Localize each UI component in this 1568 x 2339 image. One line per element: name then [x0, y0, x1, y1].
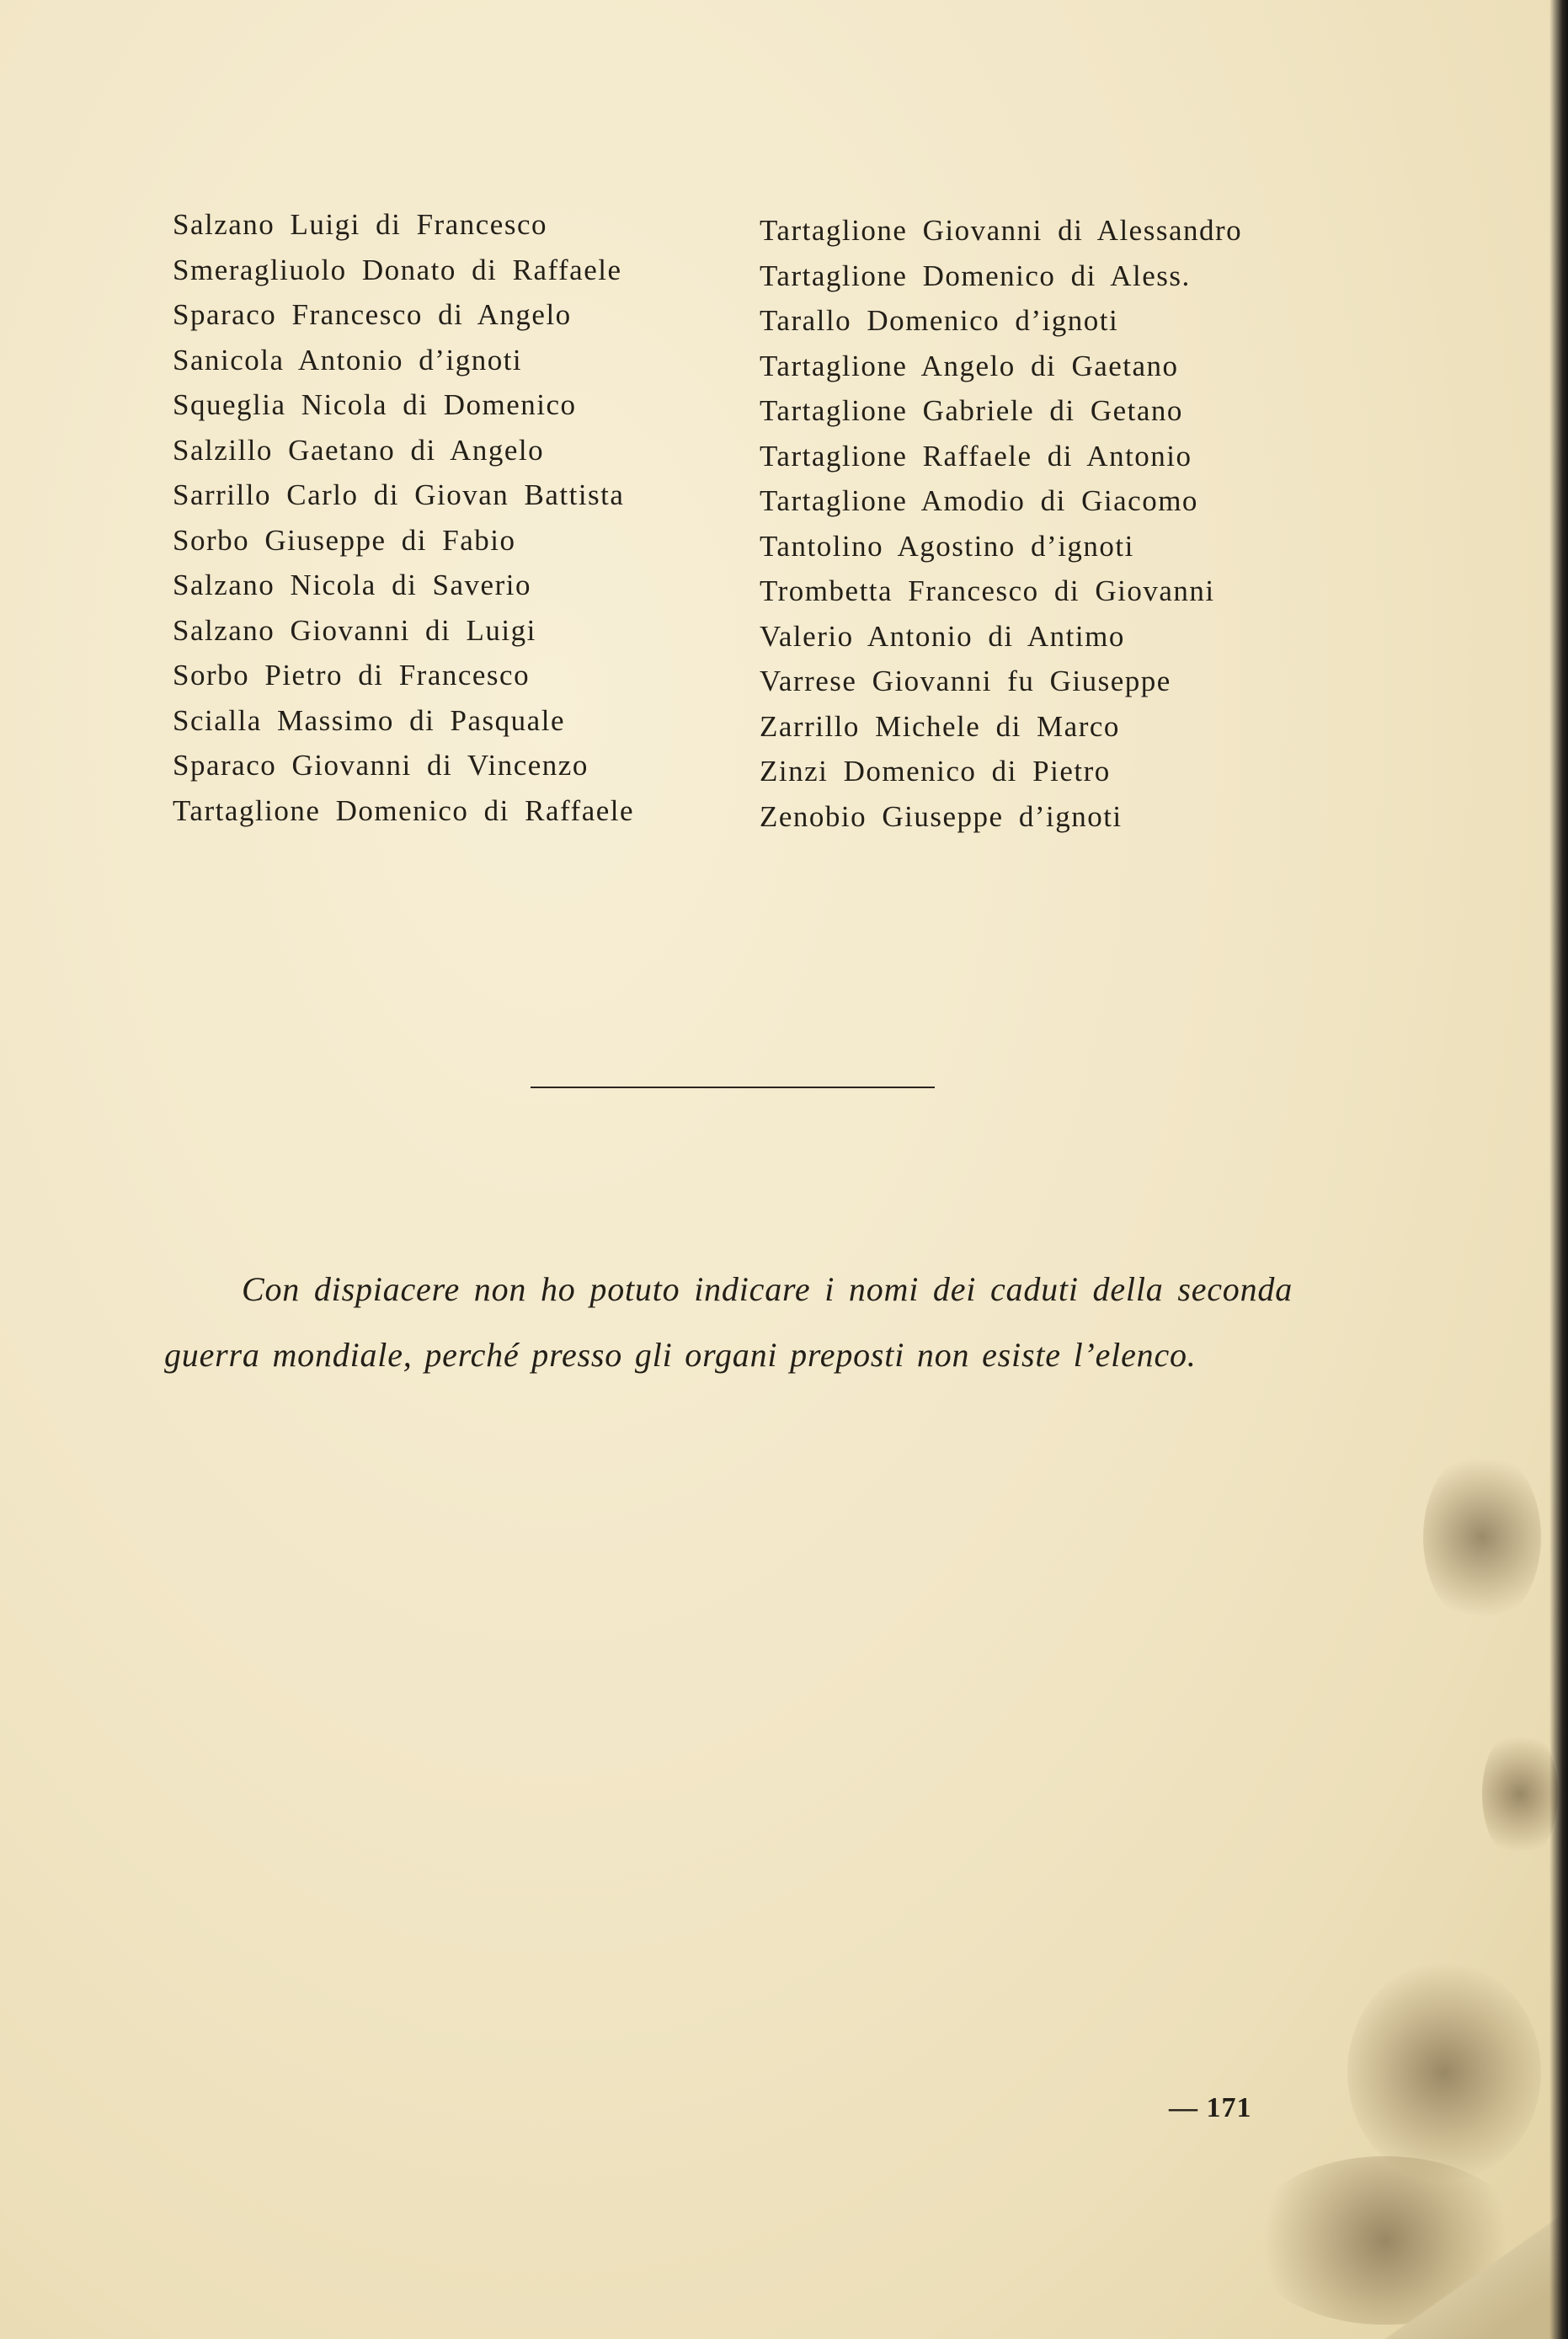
name-entry: Sorbo Giuseppe di Fabio	[173, 523, 516, 557]
age-stain	[1423, 1449, 1541, 1626]
name-entry: Salzillo Gaetano di Angelo	[173, 433, 545, 467]
name-entry: Varrese Giovanni fu Giuseppe	[760, 665, 1171, 697]
name-entry: Salzano Giovanni di Luigi	[173, 613, 536, 647]
name-entry: Zenobio Giuseppe d’ignoti	[760, 799, 1123, 833]
name-entry: Zinzi Domenico di Pietro	[760, 755, 1111, 788]
names-column-left	[173, 202, 634, 833]
name-entry: Tartaglione Domenico di Aless.	[760, 259, 1191, 292]
page-edge-shadow	[1549, 0, 1568, 2339]
name-entry: Tartaglione Amodio di Giacomo	[760, 484, 1198, 517]
name-entry: Tartaglione Gabriele di Getano	[760, 394, 1183, 427]
name-entry: Salzano Nicola di Saverio	[173, 569, 531, 601]
name-entry: Tartaglione Raffaele di Antonio	[760, 439, 1192, 473]
name-entry: Sarrillo Carlo di Giovan Battista	[173, 478, 625, 511]
name-entry: Tantolino Agostino d’ignoti	[760, 529, 1134, 563]
name-entry: Valerio Antonio di Antimo	[760, 619, 1125, 653]
page-number: — 171	[1169, 2092, 1252, 2123]
name-entry: Tarallo Domenico d’ignoti	[760, 304, 1119, 337]
name-entry: Trombetta Francesco di Giovanni	[760, 574, 1215, 607]
section-divider	[531, 1087, 935, 1088]
name-entry: Tartaglione Domenico di Raffaele	[173, 793, 635, 827]
name-entry: Zarrillo Michele di Marco	[760, 709, 1120, 743]
age-stain	[1482, 1727, 1558, 1861]
worn-corner	[1349, 2204, 1568, 2339]
name-entry: Sparaco Giovanni di Vincenzo	[173, 749, 589, 782]
name-entry: Squeglia Nicola di Domenico	[173, 388, 577, 421]
name-entry: Salzano Luigi di Francesco	[173, 208, 547, 241]
age-stain	[1347, 1963, 1541, 2181]
name-entry: Sparaco Francesco di Angelo	[173, 298, 572, 331]
name-entry: Tartaglione Angelo di Gaetano	[760, 349, 1179, 382]
name-entry: Scialla Massimo di Pasquale	[173, 703, 565, 737]
name-entry: Smeragliuolo Donato di Raffaele	[173, 253, 622, 286]
name-entry: Tartaglione Giovanni di Alessandro	[760, 214, 1243, 247]
name-entry: Sorbo Pietro di Francesco	[173, 659, 531, 692]
names-column-right	[760, 208, 1242, 839]
closing-note: Con dispiacere non ho potuto indicare i nomi dei caduti della seconda guerra mondiale, perché presso gli organi preposti non esiste l’elenco.	[164, 1270, 1293, 1374]
name-entry: Sanicola Antonio d’ignoti	[173, 343, 523, 376]
